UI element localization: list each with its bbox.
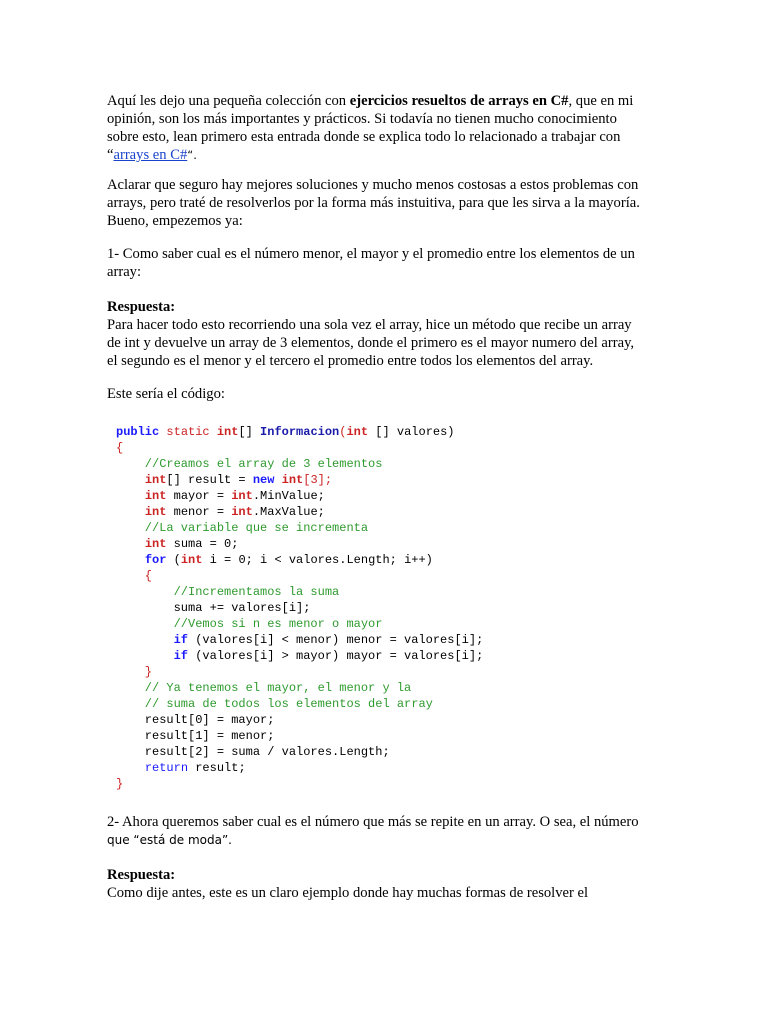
code-line: // Ya tenemos el mayor, el menor y la xyxy=(116,681,412,695)
second-paragraph: Aclarar que seguro hay mejores soluciones y mucho menos costosas a estos problemas con arrays, pero traté de resolverlos por la forma más instuitiva, para que les sirva a la mayoría. Bueno, empezemos ya: xyxy=(107,177,640,229)
code-line: int menor = int.MaxValue; xyxy=(144,505,325,519)
code-line: public static int[] Informacion(int [] valores) xyxy=(116,425,455,439)
code-line: return result; xyxy=(144,761,246,775)
code-line: } xyxy=(116,777,124,791)
code-line: //Creamos el array de 3 elementos xyxy=(116,457,383,471)
intro-bold-phrase: ejercicios resueltos de arrays en C# xyxy=(349,93,569,109)
arrays-en-csharp-link[interactable]: arrays en C# xyxy=(113,147,188,163)
code-line: //Incrementamos la suma xyxy=(116,585,340,599)
code-intro: Este sería el código: xyxy=(107,386,225,402)
code-line: result[0] = mayor; xyxy=(116,713,275,727)
code-line: // suma de todos los elementos del array xyxy=(116,697,433,711)
code-line: //La variable que se incrementa xyxy=(116,521,369,535)
code-line: int mayor = int.MinValue; xyxy=(144,489,325,503)
question-1: 1- Como saber cual es el número menor, el mayor y el promedio entre los elementos de un array: xyxy=(107,246,635,280)
code-block xyxy=(116,424,536,792)
code-line: { xyxy=(116,569,153,583)
question-2: 2- Ahora queremos saber cual es el número que más se repite en un array. O sea, el número que “está de moda”. xyxy=(107,814,639,847)
answer-2: Respuesta: Como dije antes, este es un claro ejemplo donde hay muchas formas de resolver el xyxy=(107,867,589,901)
code-line: result[2] = suma / valores.Length; xyxy=(116,745,390,759)
code-line: int[] result = new int[3]; xyxy=(144,473,333,487)
code-line: if (valores[i] > mayor) mayor = valores[i]; xyxy=(173,649,484,663)
code-line: for (int i = 0; i < valores.Length; i++) xyxy=(144,553,433,567)
code-line: } xyxy=(116,665,153,679)
code-line: result[1] = menor; xyxy=(116,729,275,743)
code-line: int suma = 0; xyxy=(144,537,239,551)
intro-paragraph: Aquí les dejo una pequeña colección con ejercicios resueltos de arrays en C#, que en mi opinión, son los más importantes y prácticos. Si todavía no tienen mucho conocimiento sobre esto, lean primero esta entrada donde se explica todo lo relacionado a trabajar con “arrays en C#“. xyxy=(107,93,634,163)
code-line: //Vemos si n es menor o mayor xyxy=(116,617,383,631)
code-line: { xyxy=(116,441,124,455)
code-line: suma += valores[i]; xyxy=(116,601,311,615)
answer-1-heading: Respuesta: xyxy=(107,299,176,315)
answer-1: Respuesta: Para hacer todo esto recorriendo una sola vez el array, hice un método que recibe un array de int y devuelve un array de 3 elementos, donde el primero es el mayor numero del array, el segundo es el menor y el tercero el promedio entre todos los elementos del array. xyxy=(107,299,635,369)
code-line: if (valores[i] < menor) menor = valores[i]; xyxy=(173,633,484,647)
answer-2-heading: Respuesta: xyxy=(107,867,176,883)
